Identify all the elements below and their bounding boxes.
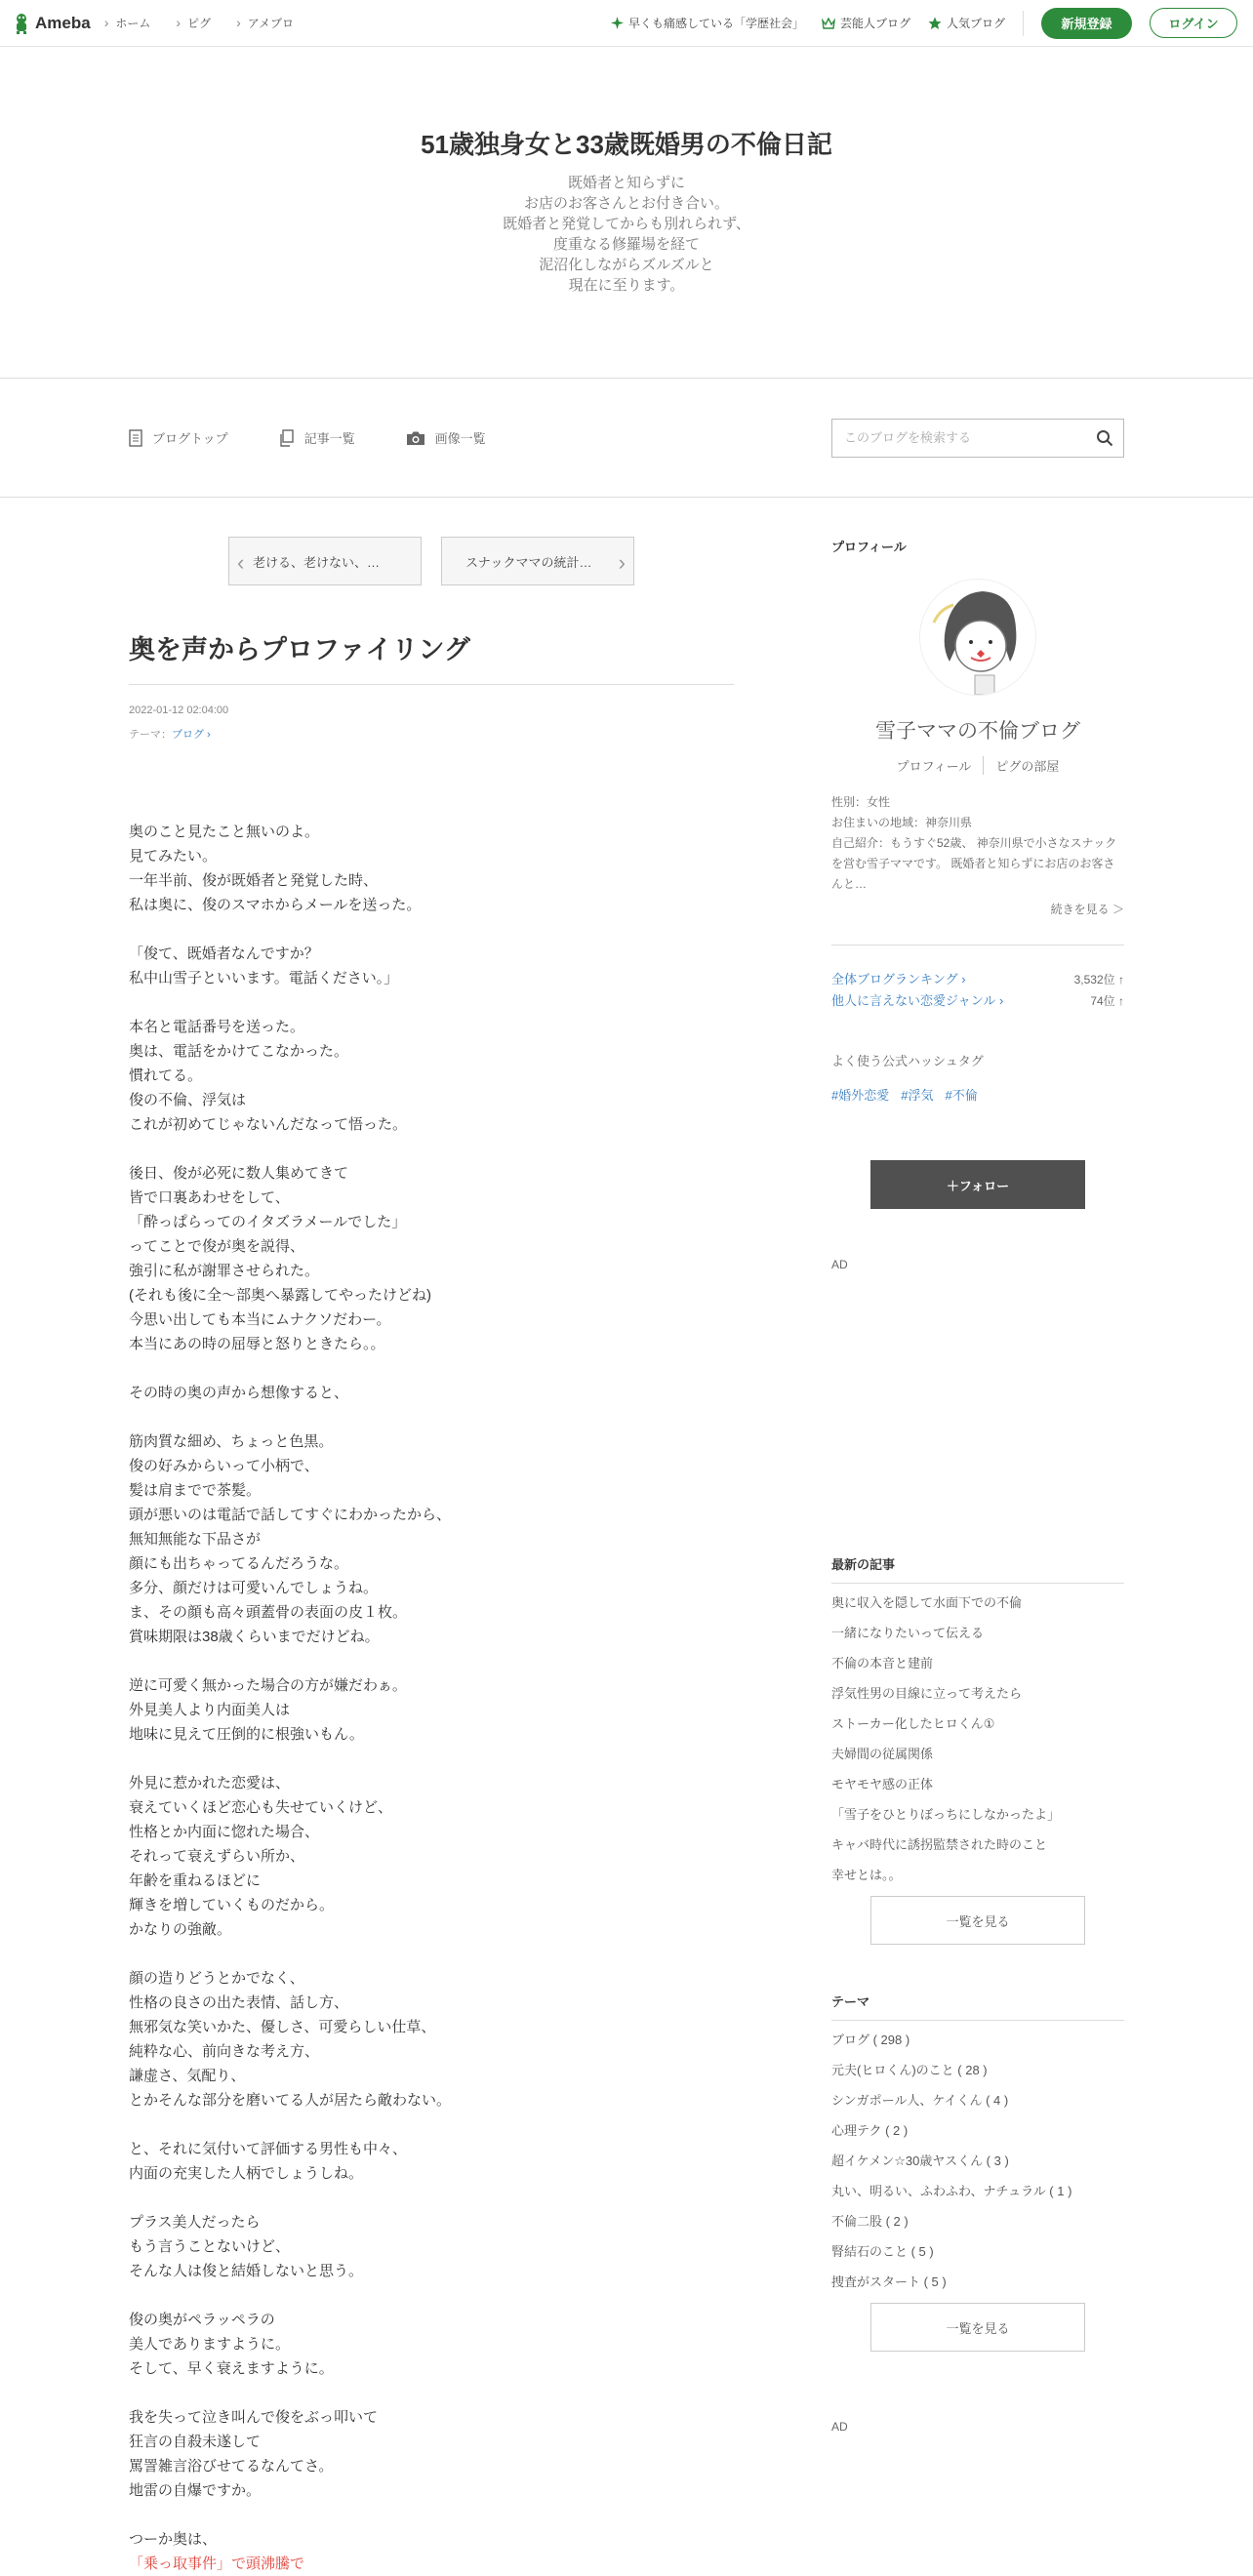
profile-name[interactable]: 雪子ママの不倫ブログ (875, 720, 1080, 743)
ameba-logo[interactable] (12, 12, 91, 35)
article-pager (129, 537, 734, 585)
celebrity-blog-link[interactable] (822, 15, 910, 31)
sidebar (831, 498, 1124, 2576)
theme-list (831, 2025, 1124, 2297)
global-header (0, 0, 1253, 47)
recent-article-item[interactable]: 「雪子をひとりぼっちにしなかったよ」 (831, 1807, 1061, 1822)
recent-more-button[interactable]: 一覧を見る (870, 1896, 1085, 1945)
nav-article-list-label: 記事一覧 (303, 431, 355, 446)
article-theme-label: ブログ (172, 729, 204, 741)
copy-icon (279, 429, 295, 447)
theme-item[interactable]: 超イケメン☆30歳ヤスくん ( 3 ) (831, 2153, 1009, 2168)
document-icon (129, 429, 142, 447)
prev-article-label: 老ける、老けない、… (253, 554, 381, 570)
profile-heading: プロフィール (831, 540, 907, 554)
nav-article-list[interactable] (279, 428, 355, 447)
recent-article-item[interactable]: 奥に収入を隠して水面下での不倫 (831, 1595, 1023, 1610)
hashtag-item[interactable]: #不倫 (945, 1088, 978, 1103)
avatar-illustration (920, 580, 1035, 695)
global-nav (104, 15, 294, 31)
signup-button[interactable]: 新規登録 (1041, 8, 1132, 39)
recent-articles-heading: 最新の記事 (831, 1554, 1124, 1584)
article-title: 奥を声からプロファイリング (129, 628, 734, 685)
content-area (0, 498, 1253, 2576)
blog-description: 既婚者と知らずに お店のお客さんとお付き合い。 既婚者と発覚してからも別れられず、 度重なる修羅場を経て 泥沼化しながらズルズルと 現在に至ります。 (503, 175, 750, 294)
blog-header (0, 47, 1253, 379)
ranking-overall-link[interactable]: 全体ブログランキング › (831, 972, 966, 986)
theme-section (831, 1992, 1124, 2352)
hashtag-item[interactable]: #浮気 (901, 1088, 934, 1103)
popular-blog-label: 人気ブログ (946, 17, 1005, 30)
follow-button[interactable]: ＋フォロー (870, 1160, 1085, 1209)
logo-text: Ameba (35, 13, 91, 32)
ranking-genre-label: 他人に言えない恋愛ジャンル (831, 993, 996, 1008)
recent-article-item[interactable]: 幸せとは。。 (831, 1868, 902, 1882)
theme-item[interactable]: 元夫(ヒロくん)のこと ( 28 ) (831, 2063, 988, 2077)
article-body-text: 奥のこと見たこと無いのよ。 見てみたい。 一年半前、俊が既婚者と発覚した時、 私は奥に、俊のスマホからメールを送った。 「俊て、既婚者なんですか？ 私中山雪子といいます。電話ください。」 本名と電話番号を送った。 奥は、電話をかけてこなかった。 慣れてる。 俊の不倫、浮気は これが初めてじゃないんだなって悟った。 後日、俊が必死に数人集めてきて 皆で口裏あわせをして、 「酔っぱらってのイタズラメールでした」 ってことで俊が奥を説得、 強引に私が謝罪させられた。 (それも後に全～部奥へ暴露してやったけどね) 今思い出しても本当にムナクソだわー。 本当にあの時の屈辱と怒りときたら。。 その時の奥の声から想像すると、 筋肉質な細め、ちょっと色黒。 俊の好みからいって小柄で、 髪は肩までで茶髪。 頭が悪いのは電話で話してすぐにわかったから、 無知無能な下品さが 顔にも出ちゃってるんだろうな。 多分、顔だけは可愛いんでしょうね。 ま、その顔も高々頭蓋骨の表面の皮１枚。 賞味期限は38歳くらいまでだけどね。 逆に可愛く無かった場合の方が嫌だわぁ。 外見美人より内面美人は 地味に見えて圧倒的に根強いもん。 外見に惹かれた恋愛は、 衰えていくほど恋心も失せていくけど、 性格とか内面に惚れた場合、 それって衰えずらい所か、 年齢を重ねるほどに 輝きを増していくものだから。 かなりの強敵。 顔の造りどうとかでなく、 性格の良さの出た表情、話し方、 無邪気な笑いかた、優しさ、可愛らしい仕草、 純粋な心、前向きな考え方、 謙虚さ、気配り、 とかそんな部分を磨いてる人が居たら敵わない。 と、それに気付いて評価する男性も中々、 内面の充実した人柄でしょうしね。 プラス美人だったら もう言うことないけど、 そんな人は俊と結婚しないと思う。 俊の奥がペラッペラの 美人でありますように。 そして、早く衰えますように。 我を失って泣き叫んで俊をぶっ叩いて 狂言の自殺未遂して 罵詈雑言浴びせてるなんてさ。 地雷の自爆ですか。 つーか奥は、 (129, 824, 452, 2548)
recent-article-item[interactable]: 不倫の本音と建前 (831, 1656, 934, 1670)
hashtag-heading: よく使う公式ハッシュタグ (831, 1054, 984, 1068)
theme-item[interactable]: 腎結石のこと ( 5 ) (831, 2244, 934, 2259)
recent-article-item[interactable]: モヤモヤ感の正体 (831, 1777, 934, 1791)
chevron-right-icon: › (618, 550, 626, 575)
profile-links (831, 756, 1124, 775)
global-nav-ameblo[interactable]: › アメブロ (236, 15, 294, 31)
global-nav-pigg[interactable]: › ピグ (176, 15, 211, 31)
ranking-genre-value: 74位 ↑ (1090, 994, 1124, 1008)
hashtag-list (831, 1085, 1124, 1104)
theme-item[interactable]: シンガポール人、ケイくん ( 4 ) (831, 2093, 1009, 2108)
article-body-red-text: 「乗っ取事件」で頭沸騰で (129, 2556, 305, 2572)
recent-articles-section (831, 1554, 1124, 1945)
star-icon (928, 17, 942, 30)
header-divider (1023, 11, 1024, 36)
profile-more-link[interactable]: 続きを見る ＞ (1050, 903, 1124, 916)
theme-item[interactable]: 心理テク ( 2 ) (831, 2123, 909, 2138)
recent-article-item[interactable]: 夫婦間の従属関係 (831, 1747, 934, 1761)
chevron-left-icon: ‹ (237, 550, 245, 575)
ad-label: AD (831, 1258, 848, 1271)
nav-blog-top-label: ブログトップ (152, 431, 228, 446)
recent-articles-list (831, 1588, 1124, 1890)
global-nav-home[interactable]: › ホーム (104, 15, 151, 31)
popular-blog-link[interactable] (928, 15, 1005, 31)
sparkle-icon (611, 17, 624, 29)
profile-link[interactable]: プロフィール (896, 759, 972, 774)
hashtag-item[interactable]: #婚外恋愛 (831, 1088, 890, 1103)
login-button[interactable]: ログイン (1150, 8, 1237, 38)
blog-search (831, 419, 1124, 458)
pigg-room-link[interactable]: ピグの部屋 (983, 756, 1071, 775)
ranking-overall-value: 3,532位 ↑ (1073, 973, 1124, 986)
search-icon[interactable] (1096, 429, 1113, 447)
theme-item[interactable]: 丸い、明るい、ふわふわ、ナチュラル ( 1 ) (831, 2184, 1072, 2198)
next-article-button[interactable] (441, 537, 634, 585)
article-theme-link[interactable]: ブログ › (172, 729, 211, 741)
blog-nav (0, 379, 1253, 498)
article-body (129, 820, 734, 2576)
profile-info: 性別：女性 お住まいの地域：神奈川県 自己紹介：もうすぐ52歳、 神奈川県で小さなスナックを営む雪子ママです。 既婚者と知らずにお店のお客さんと… (831, 795, 1117, 891)
article-column (129, 498, 734, 2576)
ranking-row (831, 990, 1124, 1012)
recent-article-item[interactable]: 浮気性男の目線に立って考えたら (831, 1686, 1023, 1701)
recent-article-item[interactable]: キャバ時代に誘拐監禁された時のこと (831, 1837, 1048, 1852)
profile-section (831, 537, 1124, 917)
theme-item[interactable]: ブログ ( 298 ) (831, 2033, 910, 2047)
ad-label: AD (831, 2420, 848, 2434)
blog-title[interactable]: 51歳独身女と33歳既婚男の不倫日記 (421, 130, 832, 159)
ameba-mascot-icon (12, 12, 31, 35)
camera-icon (406, 430, 425, 446)
blog-search-input[interactable] (842, 429, 1096, 446)
global-right (611, 8, 1237, 39)
crown-icon (822, 18, 835, 29)
prev-article-button[interactable] (228, 537, 422, 585)
ad-slot[interactable] (831, 1271, 1124, 1515)
recent-article-item[interactable]: 一緒になりたいって伝える (831, 1626, 985, 1640)
nav-image-list[interactable] (406, 428, 486, 447)
ranking-row (831, 969, 1124, 990)
article-theme (129, 726, 734, 742)
recent-article-item[interactable]: ストーカー化したヒロくん① (831, 1716, 995, 1731)
trending-link[interactable] (611, 15, 804, 31)
article-theme-prefix: テーマ： (129, 729, 172, 741)
theme-heading: テーマ (831, 1992, 1124, 2021)
profile-avatar[interactable] (919, 579, 1036, 696)
trending-link-label: 早くも痛感している「学歴社会」 (627, 17, 804, 30)
nav-image-list-label: 画像一覧 (434, 431, 486, 446)
divider (831, 945, 1124, 946)
next-article-label: スナックママの統計… (465, 554, 592, 570)
themes-more-button[interactable]: 一覧を見る (870, 2303, 1085, 2352)
ranking-overall-label: 全体ブログランキング (831, 972, 958, 986)
celebrity-blog-label: 芸能人ブログ (839, 17, 910, 30)
theme-item[interactable]: 捜査がスタート ( 5 ) (831, 2274, 947, 2289)
theme-item[interactable]: 不倫二股 ( 2 ) (831, 2214, 909, 2229)
article-date: 2022-01-12 02:04:00 (129, 704, 229, 716)
ranking-section (831, 969, 1124, 1012)
ranking-genre-link[interactable]: 他人に言えない恋愛ジャンル › (831, 993, 1004, 1008)
nav-blog-top[interactable] (129, 428, 228, 447)
